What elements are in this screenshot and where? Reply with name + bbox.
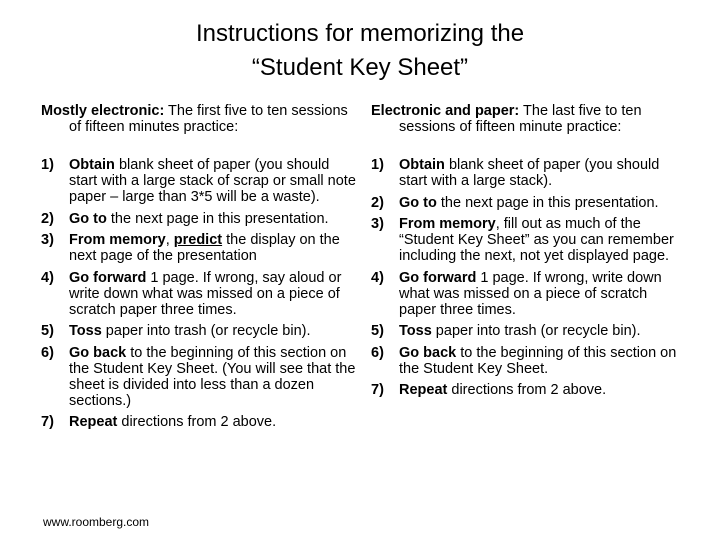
left-step-3 (41, 232, 357, 264)
step-number: 5) (41, 323, 54, 339)
left-step-4 (41, 270, 357, 318)
right-column (371, 103, 683, 404)
step-number: 1) (41, 157, 54, 173)
right-intro-text: The last five to ten sessions of fifteen minute practice: (399, 103, 642, 135)
step-number: 4) (371, 269, 384, 286)
step-text: 1 page. If wrong, say aloud or write down what was missed on a piece of scratch paper three times. (69, 269, 342, 318)
step-keyword: Repeat (69, 414, 118, 430)
left-step-5 (41, 323, 357, 339)
step-keyword: Go forward (69, 269, 147, 286)
title-line-1: Instructions for memorizing the (195, 20, 525, 47)
left-step-2 (41, 211, 357, 227)
step-text: the display on the next page of the presentation (69, 232, 340, 264)
step-keyword: Go back (69, 344, 127, 361)
step-text: paper into trash (or recycle bin). (431, 323, 641, 339)
right-step-7 (371, 382, 683, 398)
step-text: the next page in this presentation. (106, 210, 329, 227)
step-text: , fill out as much of the “Student Key Sheet” as you can remember including the next, not yet displayed page. (399, 216, 674, 264)
step-text: to the beginning of this section on the Student Key Sheet. (You will see that the sheet is divided into less than a dozen sections.) (69, 344, 356, 409)
left-step-7 (41, 414, 357, 430)
step-number: 7) (41, 414, 54, 430)
step-number: 1) (371, 157, 384, 173)
step-number: 2) (41, 210, 54, 227)
right-step-6 (371, 345, 683, 377)
step-keyword-underlined: predict (173, 232, 223, 248)
step-number: 3) (371, 216, 384, 232)
step-number: 2) (371, 194, 384, 211)
step-keyword: From memory (69, 232, 166, 248)
left-intro-text: The first five to ten sessions of fifteen minutes practice: (69, 103, 348, 135)
step-text: 1 page. If wrong, write down what was missed on a piece of scratch paper three times. (399, 269, 662, 318)
right-step-2 (371, 195, 683, 211)
step-text: the next page in this presentation. (436, 194, 659, 211)
step-number: 3) (41, 232, 54, 248)
step-number: 4) (41, 269, 54, 286)
step-keyword: Go forward (399, 269, 477, 286)
right-step-3 (371, 216, 683, 264)
step-keyword: Toss (69, 323, 102, 339)
step-keyword: Go to (69, 210, 107, 227)
step-text: directions from 2 above. (117, 414, 277, 430)
right-intro-heading: Electronic and paper: (371, 103, 520, 119)
step-number: 6) (41, 344, 54, 361)
left-intro-heading: Mostly electronic: (41, 103, 165, 119)
step-keyword: Toss (399, 323, 432, 339)
right-step-4 (371, 270, 683, 318)
left-steps-list (41, 157, 357, 430)
page-title (0, 17, 720, 85)
left-step-1 (41, 157, 357, 205)
left-step-6 (41, 345, 357, 409)
step-keyword: From memory (399, 216, 496, 232)
step-keyword: Repeat (399, 382, 448, 398)
step-separator: , (165, 232, 174, 248)
step-keyword: Go to (399, 194, 437, 211)
left-column (41, 103, 357, 436)
step-number: 7) (371, 382, 384, 398)
left-intro (41, 103, 357, 135)
step-text: blank sheet of paper (you should start with a large stack). (399, 157, 660, 189)
step-text: blank sheet of paper (you should start with a large stack of scrap or small note paper – large than 3*5 will be a waste). (69, 157, 356, 205)
footer-url: www.roomberg.com (43, 515, 150, 529)
step-number: 6) (371, 344, 384, 361)
step-keyword: Obtain (399, 157, 445, 173)
title-line-2: “Student Key Sheet” (251, 54, 469, 81)
step-keyword: Go back (399, 344, 457, 361)
right-step-5 (371, 323, 683, 339)
right-step-1 (371, 157, 683, 189)
step-text: paper into trash (or recycle bin). (101, 323, 311, 339)
right-intro (371, 103, 683, 135)
step-number: 5) (371, 323, 384, 339)
step-text: directions from 2 above. (447, 382, 607, 398)
right-steps-list (371, 157, 683, 398)
step-text: to the beginning of this section on the Student Key Sheet. (399, 344, 677, 377)
step-keyword: Obtain (69, 157, 115, 173)
